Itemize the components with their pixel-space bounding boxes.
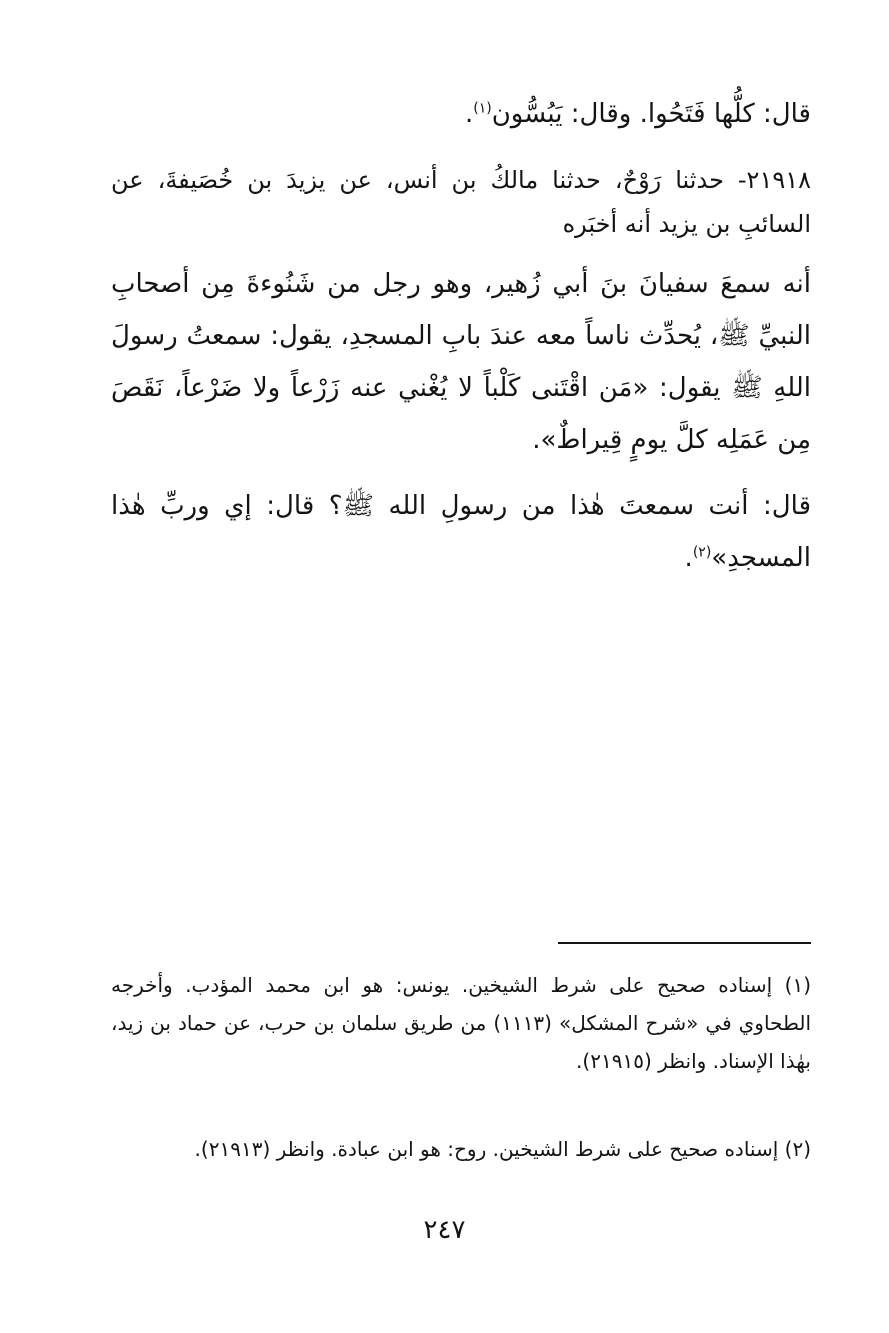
footnote-2 [111,1130,811,1168]
footnote-ref-1: (١) [473,100,492,117]
paragraph-4-tail: . [684,543,693,573]
hadith-isnad [111,158,811,246]
paragraph-1-tail: . [464,99,474,129]
footnote-ref-2: (٢) [692,544,712,561]
hadith-matn-text: أنه سمعَ سفيانَ بنَ أبي زُهير، وهو رجل من شَنُوءةَ مِن أصحابِ النبيِّ ﷺ، يُحدِّث ناساً معه عندَ بابِ المسجدِ، يقول: سمعتُ رسولَ اللهِ ﷺ يقول: «مَن اقْتَنى كَلْباً لا يُغْني عنه زَرْعاً ولا ضَرْعاً، نَقَصَ مِن عَمَلِه كلَّ يومٍ قِيراطٌ». [111,269,811,455]
hadith-matn [111,258,811,466]
footnote-1-text: (١) إسناده صحيح على شرط الشيخين. يونس: هو ابن محمد المؤدب. وأخرجه الطحاوي في «شرح المشكل» (١١١٣) من طريق سلمان بن حرب، عن حماد بن زيد، بهٰذا الإسناد. وانظر (٢١٩١٥). [111,973,812,1073]
paragraph-4-text: قال: أنت سمعتَ هٰذا من رسولِ الله ﷺ؟ قال: إي وربِّ هٰذا المسجدِ» [111,491,811,573]
footnote-2-text: (٢) إسناده صحيح على شرط الشيخين. روح: هو ابن عبادة. وانظر (٢١٩١٣). [194,1137,811,1161]
footnote-1 [111,966,811,1080]
paragraph-4 [111,480,811,584]
footnote-divider [558,942,811,944]
page-number: ٢٤٧ [423,1215,466,1245]
paragraph-1 [111,88,811,140]
paragraph-1-text: قال: كلُّها فَتَحُوا. وقال: يَبُسُّون [491,99,811,129]
hadith-isnad-text: ٢١٩١٨- حدثنا رَوْحٌ، حدثنا مالكُ بن أنس، عن يزيدَ بن خُصَيفةَ، عن السائبِ بن يزيد أنه أخبَره [111,166,811,238]
